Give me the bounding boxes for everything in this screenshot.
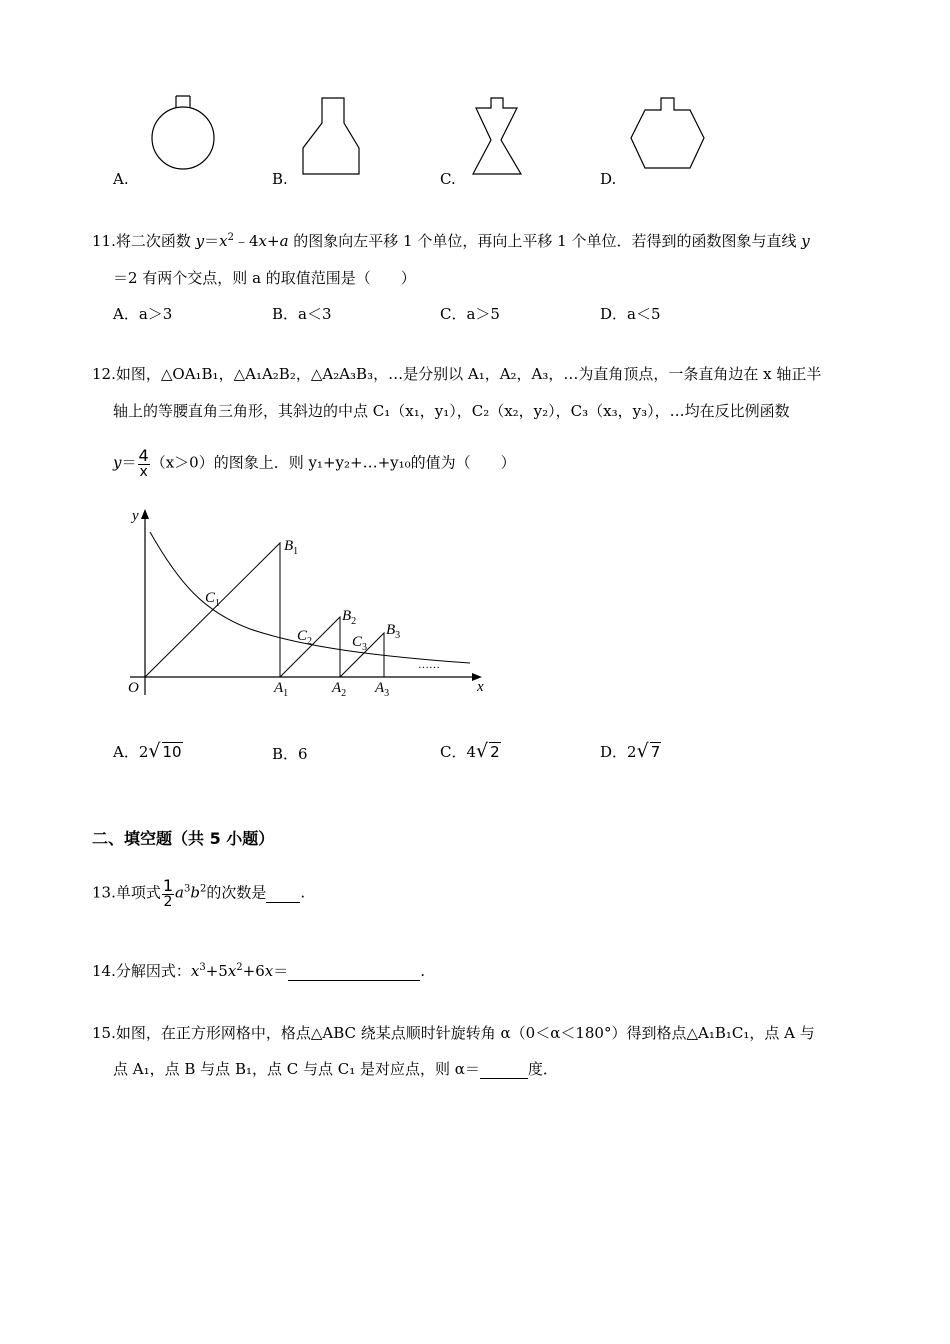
q10-shape-c — [473, 98, 521, 174]
q15-answer-blank[interactable] — [480, 1060, 528, 1079]
q11-option-c[interactable]: C．a＞5 — [440, 305, 500, 323]
q15-stem-line2 — [113, 1058, 558, 1079]
q11-option-d[interactable]: D．a＜5 — [600, 305, 661, 323]
q11-rest: 的图象向左平移 1 个单位，再向上平移 1 个单位．若得到的函数图象与直线 — [288, 232, 802, 250]
q11-stem-line2: ＝2 有两个交点，则 a 的取值范围是（ ） — [113, 269, 416, 287]
q12-option-c[interactable]: C．4√ 2 — [440, 740, 500, 762]
q13-answer-blank[interactable] — [266, 884, 300, 903]
q13-end: . — [300, 883, 306, 902]
q13-suffix: 的次数是 — [206, 883, 267, 902]
q13-frac-den: 2 — [163, 894, 173, 910]
label-a1: $A_1$ — [274, 680, 289, 699]
q11-stem-line1: 11.将二次函数 $y=x^2﹣4x+a$ 的图象向左平移 1 个单位，再向上平移 1 个单位．若得到的函数图象与直线 y — [92, 232, 810, 250]
q14-stem: 14.分解因式：$x^3+5x^2+6x=$ . — [92, 962, 426, 980]
q14-answer-blank[interactable] — [288, 962, 420, 981]
q12-option-c-radicand: 2 — [490, 743, 500, 761]
q14-prefix: 14.分解因式： — [92, 962, 191, 980]
q12-line3-text: （x＞0）的图象上．则 y₁+y₂+…+y₁₀的值为（ ） — [150, 453, 516, 472]
label-c2: $C_2$ — [297, 628, 313, 647]
label-x: x — [477, 679, 484, 695]
label-b3: $B_3$ — [386, 622, 401, 641]
q12-option-d[interactable]: D．2√ 7 — [600, 740, 661, 762]
triangle-oa1b1 — [145, 543, 280, 677]
y-axis-arrow-icon — [141, 509, 149, 519]
label-o: O — [128, 680, 139, 696]
q10-option-c[interactable]: C. — [440, 170, 456, 188]
q10-option-b[interactable]: B. — [272, 170, 288, 188]
q11-prefix: 11.将二次函数 — [92, 232, 196, 250]
label-b2: $B_2$ — [342, 608, 357, 627]
label-a2: $A_2$ — [332, 680, 347, 699]
q12-option-d-label: D．2 — [600, 743, 637, 761]
q10-shape-a — [152, 96, 214, 169]
q12-option-a-radicand: 10 — [162, 743, 182, 761]
q11-option-b[interactable]: B．a＜3 — [272, 305, 332, 323]
label-c3: $C_3$ — [352, 634, 368, 653]
label-y: y — [132, 508, 139, 524]
q11-end: y — [801, 232, 810, 250]
q10-option-a[interactable]: A. — [113, 170, 129, 188]
q12-figure — [110, 500, 500, 705]
q10-option-d[interactable]: D. — [600, 170, 617, 188]
q15-line2-end: 度． — [527, 1060, 558, 1078]
q10-shape-b — [303, 98, 359, 174]
label-b1: $B_1$ — [284, 538, 299, 557]
q13-prefix: 13.单项式 — [92, 883, 161, 902]
q13-frac-num: 1 — [162, 876, 174, 895]
q12-stem-line1: 12.如图，△OA₁B₁，△A₁A₂B₂，△A₂A₃B₃，…是分别以 A₁，A₂，A₃，…为直角顶点，一条直角边在 x 轴正半 — [92, 365, 822, 383]
q13-stem: 13.单项式 $\frac{1}{2}$ $a^3b^2$的次数是 . — [92, 876, 306, 910]
q12-option-d-radicand: 7 — [650, 743, 661, 761]
q12-frac-num: 4 — [138, 446, 149, 465]
q10-shapes-figure — [100, 88, 740, 188]
q12-option-b[interactable]: B．6 — [272, 745, 308, 763]
q13-fraction — [162, 878, 174, 909]
q12-fraction — [138, 448, 150, 479]
label-ellipsis: …… — [418, 659, 440, 671]
section-heading: 二、填空题（共 5 小题） — [92, 829, 275, 848]
q12-option-c-label: C．4 — [440, 743, 477, 761]
q11-option-a[interactable]: A．a＞3 — [113, 305, 173, 323]
label-a3: $A_3$ — [375, 680, 390, 699]
q15-stem-line1: 15.如图，在正方形网格中，格点△ABC 绕某点顺时针旋转角 α（0＜α＜180°）得到格点△A₁B₁C₁，点 A 与 — [92, 1024, 815, 1042]
q12-frac-den: x — [139, 464, 148, 480]
q12-option-a[interactable]: A．2√ 10 — [113, 740, 182, 762]
q12-stem-line2: 轴上的等腰直角三角形，其斜边的中点 C₁（x₁，y₁），C₂（x₂，y₂），C₃（x₃，y₃），…均在反比例函数 — [113, 402, 790, 420]
triangle-a1a2b2 — [280, 617, 340, 677]
q12-option-a-label: A．2 — [113, 743, 149, 761]
q15-line2-text: 点 A₁，点 B 与点 B₁，点 C 与点 C₁ 是对应点，则 α＝ — [113, 1060, 480, 1078]
q14-end: . — [420, 962, 426, 980]
q10-shape-d — [631, 98, 704, 168]
q12-stem-line3: y＝ $\frac{4}{x}$ （x＞0）的图象上．则 y₁+y₂+…+y₁₀的值为（ ） — [113, 446, 516, 480]
label-c1: $C_1$ — [205, 590, 221, 609]
